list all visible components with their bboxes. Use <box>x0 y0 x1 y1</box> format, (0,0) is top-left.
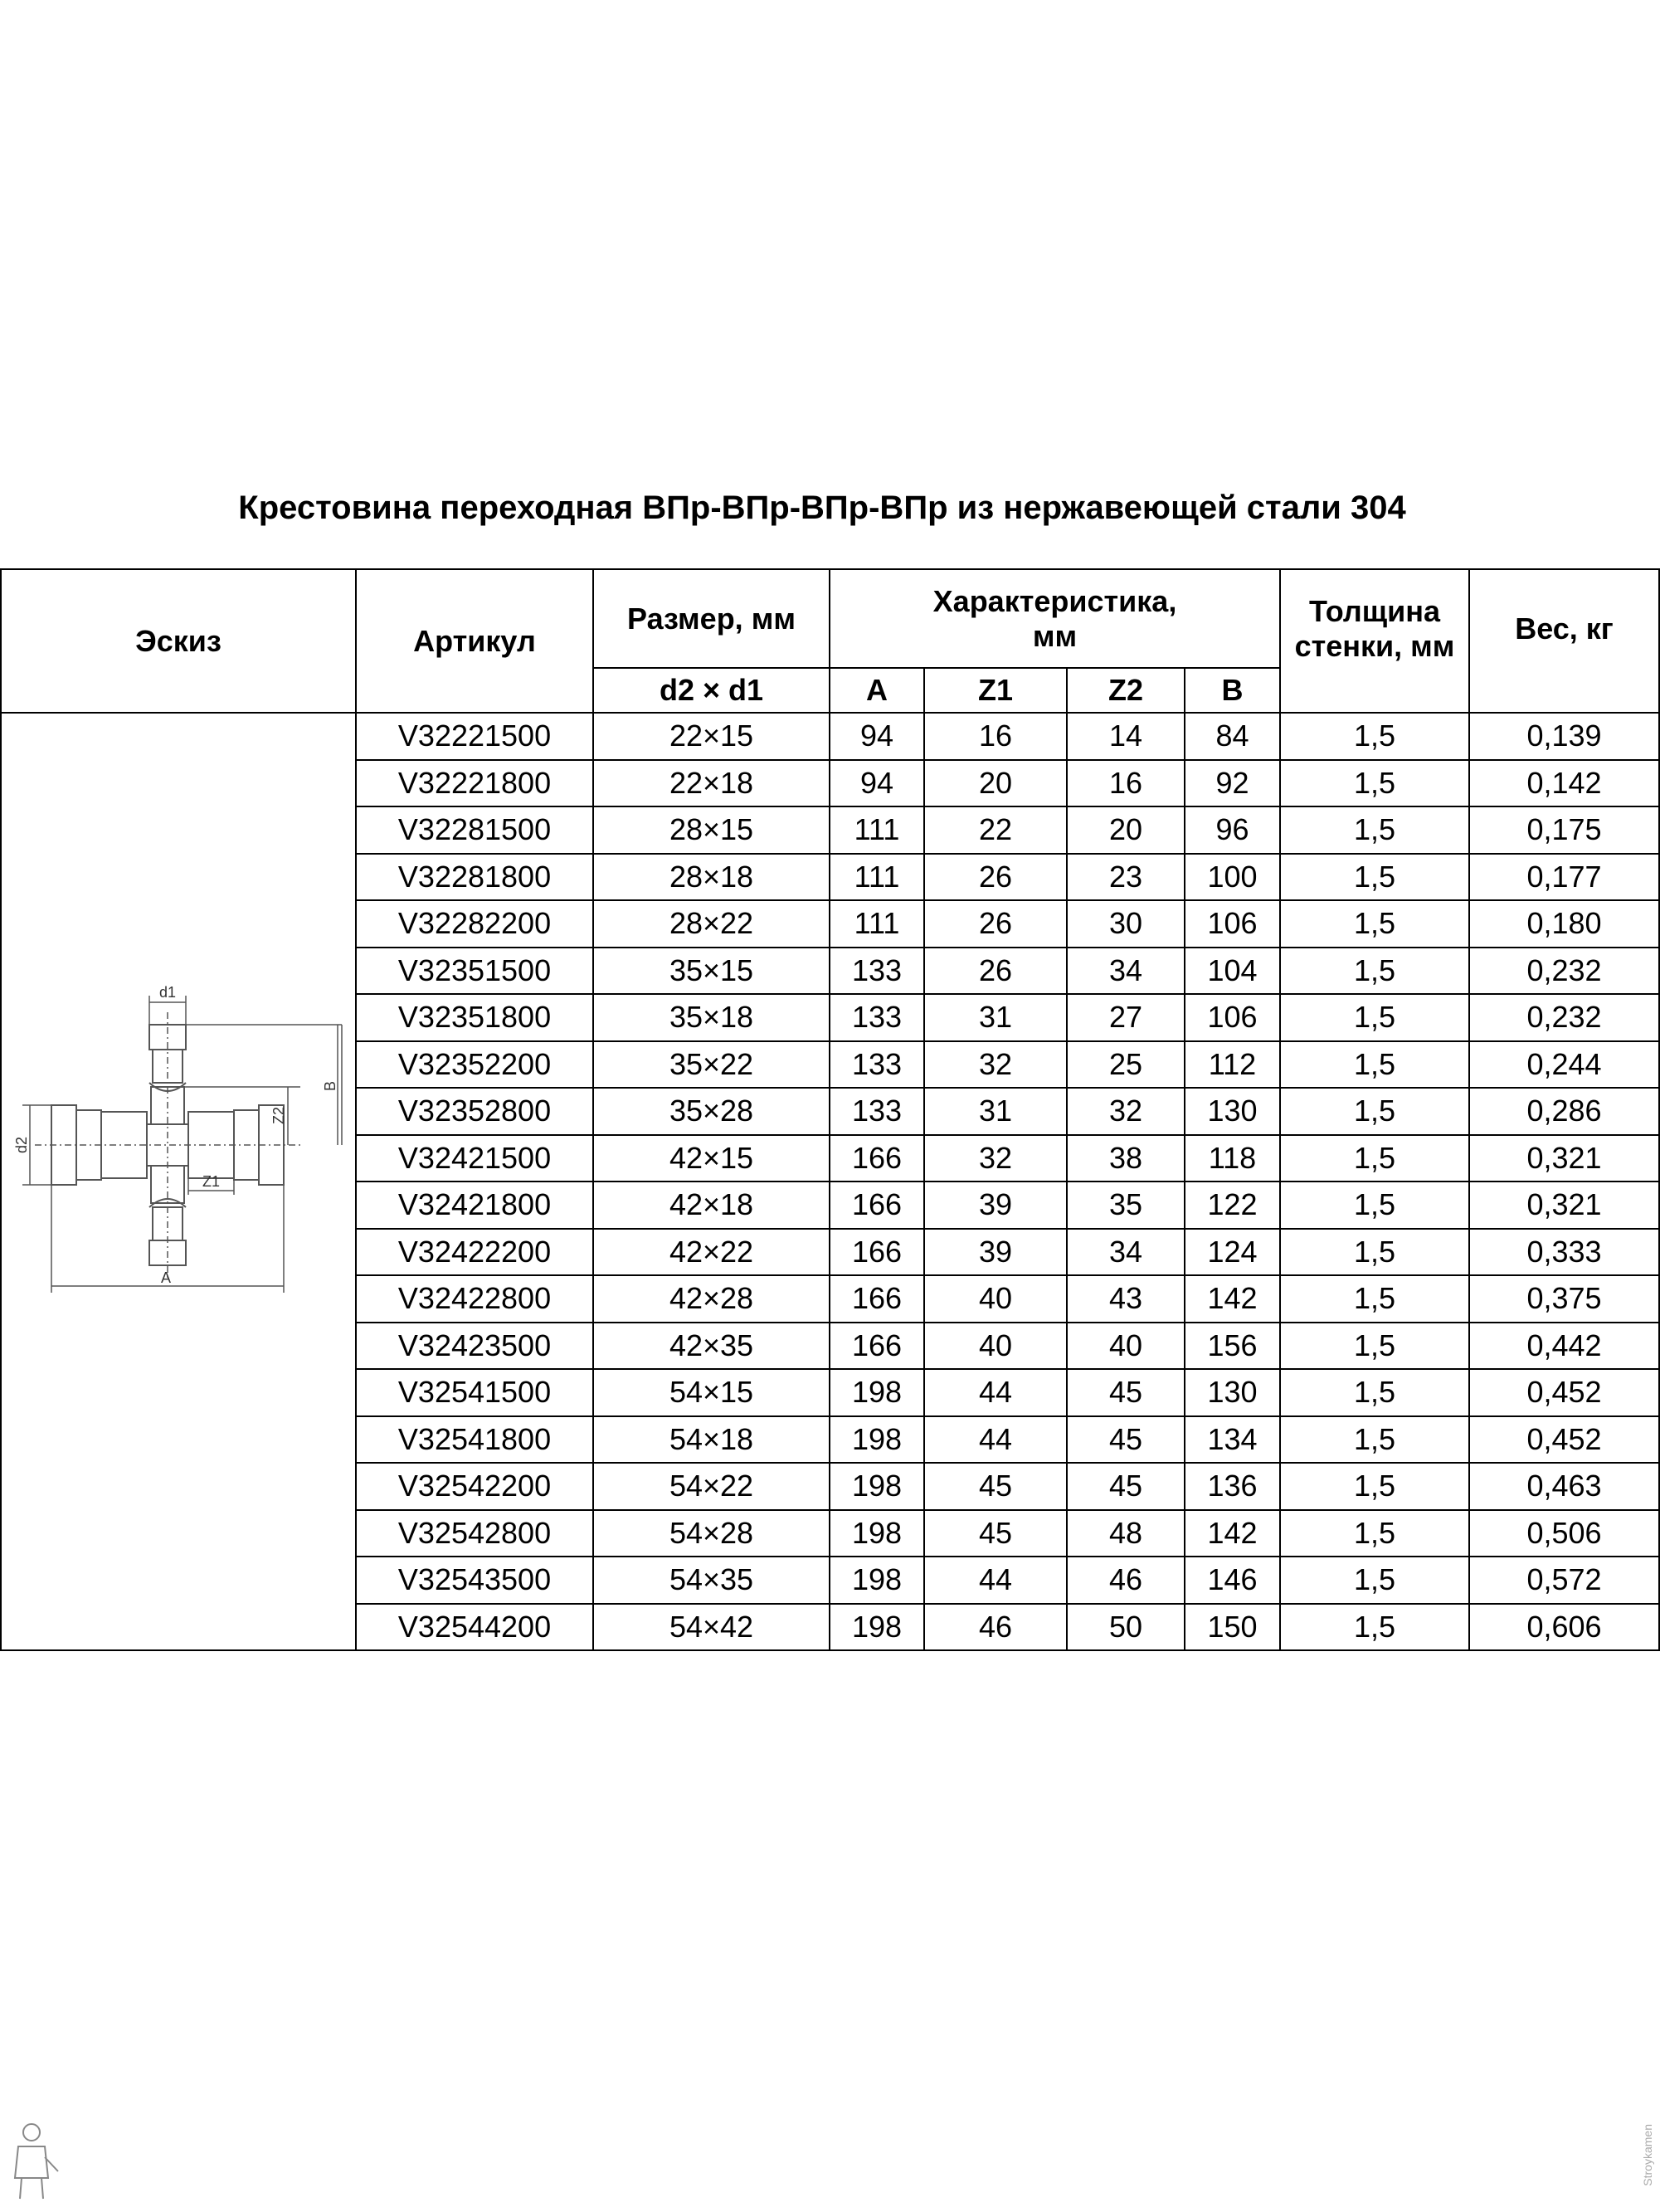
cell-size: 54×35 <box>593 1557 830 1604</box>
cell-weight: 0,139 <box>1469 713 1659 760</box>
cell-b: 156 <box>1185 1323 1280 1370</box>
cell-size: 42×22 <box>593 1229 830 1276</box>
cell-wall: 1,5 <box>1280 713 1469 760</box>
cell-article: V32421800 <box>356 1182 593 1229</box>
cell-article: V32421500 <box>356 1135 593 1182</box>
cell-wall: 1,5 <box>1280 1275 1469 1323</box>
cell-size: 54×28 <box>593 1510 830 1557</box>
cell-wall: 1,5 <box>1280 1041 1469 1089</box>
header-weight: Вес, кг <box>1469 569 1659 713</box>
cell-z1: 39 <box>924 1229 1067 1276</box>
specification-table <box>0 568 1660 1651</box>
cell-weight: 0,244 <box>1469 1041 1659 1089</box>
cell-a: 166 <box>830 1229 924 1276</box>
cell-wall: 1,5 <box>1280 1182 1469 1229</box>
cell-z1: 45 <box>924 1510 1067 1557</box>
cell-b: 104 <box>1185 948 1280 995</box>
cell-article: V32351500 <box>356 948 593 995</box>
cell-weight: 0,175 <box>1469 806 1659 854</box>
cell-article: V32352200 <box>356 1041 593 1089</box>
cell-weight: 0,177 <box>1469 854 1659 901</box>
cell-article: V32541800 <box>356 1416 593 1464</box>
header-size: Размер, мм <box>593 569 830 668</box>
cell-z2: 14 <box>1067 713 1185 760</box>
cell-a: 111 <box>830 900 924 948</box>
cell-z1: 20 <box>924 760 1067 807</box>
cell-z1: 31 <box>924 994 1067 1041</box>
cell-b: 122 <box>1185 1182 1280 1229</box>
cell-wall: 1,5 <box>1280 948 1469 995</box>
cell-size: 54×42 <box>593 1604 830 1651</box>
cell-b: 96 <box>1185 806 1280 854</box>
cell-z1: 39 <box>924 1182 1067 1229</box>
cell-z1: 44 <box>924 1416 1067 1464</box>
cell-a: 166 <box>830 1182 924 1229</box>
cell-weight: 0,142 <box>1469 760 1659 807</box>
cell-b: 130 <box>1185 1088 1280 1135</box>
cell-size: 54×22 <box>593 1463 830 1510</box>
cell-size: 22×18 <box>593 760 830 807</box>
cell-z1: 44 <box>924 1557 1067 1604</box>
cell-article: V32542200 <box>356 1463 593 1510</box>
sketch-label-d2: d2 <box>13 1136 30 1153</box>
cell-weight: 0,321 <box>1469 1182 1659 1229</box>
cell-b: 130 <box>1185 1369 1280 1416</box>
cell-a: 94 <box>830 713 924 760</box>
cell-article: V32221800 <box>356 760 593 807</box>
header-a: A <box>830 668 924 713</box>
cell-a: 166 <box>830 1275 924 1323</box>
cell-size: 22×15 <box>593 713 830 760</box>
header-sketch: Эскиз <box>1 569 356 713</box>
cell-a: 111 <box>830 806 924 854</box>
cell-z1: 31 <box>924 1088 1067 1135</box>
cell-size: 42×15 <box>593 1135 830 1182</box>
cell-z1: 45 <box>924 1463 1067 1510</box>
table-row <box>1 713 1659 760</box>
cell-weight: 0,452 <box>1469 1369 1659 1416</box>
cell-article: V32422200 <box>356 1229 593 1276</box>
cell-wall: 1,5 <box>1280 1604 1469 1651</box>
cell-z1: 26 <box>924 900 1067 948</box>
cell-size: 35×22 <box>593 1041 830 1089</box>
cell-z1: 22 <box>924 806 1067 854</box>
cell-z2: 16 <box>1067 760 1185 807</box>
cell-size: 28×15 <box>593 806 830 854</box>
cell-a: 198 <box>830 1416 924 1464</box>
cell-weight: 0,375 <box>1469 1275 1659 1323</box>
header-z2: Z2 <box>1067 668 1185 713</box>
cell-weight: 0,232 <box>1469 948 1659 995</box>
cell-a: 198 <box>830 1510 924 1557</box>
cell-b: 136 <box>1185 1463 1280 1510</box>
cell-size: 42×35 <box>593 1323 830 1370</box>
cell-wall: 1,5 <box>1280 1229 1469 1276</box>
cell-z1: 16 <box>924 713 1067 760</box>
header-size-sub: d2 × d1 <box>593 668 830 713</box>
cell-z2: 50 <box>1067 1604 1185 1651</box>
cell-z2: 45 <box>1067 1416 1185 1464</box>
cell-weight: 0,180 <box>1469 900 1659 948</box>
cell-wall: 1,5 <box>1280 760 1469 807</box>
cell-a: 111 <box>830 854 924 901</box>
cell-b: 106 <box>1185 994 1280 1041</box>
cell-wall: 1,5 <box>1280 1088 1469 1135</box>
cell-weight: 0,333 <box>1469 1229 1659 1276</box>
cell-z2: 48 <box>1067 1510 1185 1557</box>
cell-article: V32282200 <box>356 900 593 948</box>
cell-z2: 23 <box>1067 854 1185 901</box>
cell-z1: 40 <box>924 1275 1067 1323</box>
cell-a: 133 <box>830 1088 924 1135</box>
cell-size: 35×15 <box>593 948 830 995</box>
cell-article: V32541500 <box>356 1369 593 1416</box>
cell-wall: 1,5 <box>1280 1510 1469 1557</box>
cell-z1: 32 <box>924 1041 1067 1089</box>
header-characteristic: Характеристика, мм <box>830 569 1280 668</box>
cell-z2: 38 <box>1067 1135 1185 1182</box>
cell-article: V32422800 <box>356 1275 593 1323</box>
cell-article: V32281800 <box>356 854 593 901</box>
cell-b: 142 <box>1185 1275 1280 1323</box>
cell-b: 150 <box>1185 1604 1280 1651</box>
plumber-logo-icon <box>7 2120 61 2203</box>
cell-b: 112 <box>1185 1041 1280 1089</box>
cell-z2: 35 <box>1067 1182 1185 1229</box>
cell-size: 42×18 <box>593 1182 830 1229</box>
document-title: Крестовина переходная ВПр-ВПр-ВПр-ВПр из нержавеющей стали 304 <box>238 490 1406 526</box>
cell-z2: 46 <box>1067 1557 1185 1604</box>
sketch-label-b: B <box>322 1080 338 1091</box>
cell-b: 92 <box>1185 760 1280 807</box>
cell-weight: 0,286 <box>1469 1088 1659 1135</box>
cell-z2: 40 <box>1067 1323 1185 1370</box>
cell-size: 28×18 <box>593 854 830 901</box>
cell-size: 35×28 <box>593 1088 830 1135</box>
cell-b: 84 <box>1185 713 1280 760</box>
cell-size: 54×15 <box>593 1369 830 1416</box>
cell-article: V32543500 <box>356 1557 593 1604</box>
sketch-label-a: A <box>161 1269 172 1286</box>
cell-wall: 1,5 <box>1280 1369 1469 1416</box>
cell-z2: 34 <box>1067 948 1185 995</box>
cell-z1: 26 <box>924 854 1067 901</box>
cell-wall: 1,5 <box>1280 806 1469 854</box>
cell-wall: 1,5 <box>1280 1135 1469 1182</box>
cell-b: 106 <box>1185 900 1280 948</box>
cell-z1: 46 <box>924 1604 1067 1651</box>
cell-z2: 45 <box>1067 1369 1185 1416</box>
cell-size: 28×22 <box>593 900 830 948</box>
cell-b: 142 <box>1185 1510 1280 1557</box>
cell-z1: 44 <box>924 1369 1067 1416</box>
cell-z1: 40 <box>924 1323 1067 1370</box>
cell-b: 118 <box>1185 1135 1280 1182</box>
cell-weight: 0,442 <box>1469 1323 1659 1370</box>
cell-a: 133 <box>830 1041 924 1089</box>
cell-weight: 0,572 <box>1469 1557 1659 1604</box>
cell-a: 166 <box>830 1135 924 1182</box>
cell-size: 54×18 <box>593 1416 830 1464</box>
cell-z2: 27 <box>1067 994 1185 1041</box>
cell-a: 133 <box>830 948 924 995</box>
cell-a: 166 <box>830 1323 924 1370</box>
cell-a: 198 <box>830 1557 924 1604</box>
cell-z2: 30 <box>1067 900 1185 948</box>
cell-wall: 1,5 <box>1280 994 1469 1041</box>
cell-wall: 1,5 <box>1280 854 1469 901</box>
cell-b: 146 <box>1185 1557 1280 1604</box>
cell-wall: 1,5 <box>1280 1323 1469 1370</box>
cell-article: V32423500 <box>356 1323 593 1370</box>
header-wall-thickness: Толщина стенки, мм <box>1280 569 1469 713</box>
cell-b: 124 <box>1185 1229 1280 1276</box>
cell-a: 133 <box>830 994 924 1041</box>
cell-weight: 0,232 <box>1469 994 1659 1041</box>
cell-z2: 34 <box>1067 1229 1185 1276</box>
cell-a: 198 <box>830 1463 924 1510</box>
cell-z2: 43 <box>1067 1275 1185 1323</box>
header-z1: Z1 <box>924 668 1067 713</box>
cell-z2: 20 <box>1067 806 1185 854</box>
cell-wall: 1,5 <box>1280 1463 1469 1510</box>
sketch-cell <box>1 713 356 1650</box>
cell-article: V32542800 <box>356 1510 593 1557</box>
cell-article: V32281500 <box>356 806 593 854</box>
sketch-label-d1: d1 <box>159 984 177 1001</box>
cell-size: 35×18 <box>593 994 830 1041</box>
cell-b: 100 <box>1185 854 1280 901</box>
cross-fitting-sketch <box>13 979 350 1294</box>
cell-z1: 26 <box>924 948 1067 995</box>
cell-wall: 1,5 <box>1280 1416 1469 1464</box>
cell-article: V32352800 <box>356 1088 593 1135</box>
cell-article: V32544200 <box>356 1604 593 1651</box>
cell-weight: 0,452 <box>1469 1416 1659 1464</box>
cell-z2: 25 <box>1067 1041 1185 1089</box>
side-watermark: Stroykamen <box>1641 2124 1654 2186</box>
cell-z2: 32 <box>1067 1088 1185 1135</box>
sketch-label-z2: Z2 <box>270 1106 287 1124</box>
cell-wall: 1,5 <box>1280 1557 1469 1604</box>
cell-weight: 0,463 <box>1469 1463 1659 1510</box>
cell-a: 198 <box>830 1604 924 1651</box>
cell-wall: 1,5 <box>1280 900 1469 948</box>
header-b: B <box>1185 668 1280 713</box>
cell-a: 198 <box>830 1369 924 1416</box>
cell-weight: 0,606 <box>1469 1604 1659 1651</box>
cell-a: 94 <box>830 760 924 807</box>
header-article: Артикул <box>356 569 593 713</box>
cell-article: V32351800 <box>356 994 593 1041</box>
cell-weight: 0,321 <box>1469 1135 1659 1182</box>
cell-z1: 32 <box>924 1135 1067 1182</box>
cell-article: V32221500 <box>356 713 593 760</box>
cell-b: 134 <box>1185 1416 1280 1464</box>
sketch-label-z1: Z1 <box>202 1173 221 1190</box>
cell-weight: 0,506 <box>1469 1510 1659 1557</box>
cell-z2: 45 <box>1067 1463 1185 1510</box>
cell-size: 42×28 <box>593 1275 830 1323</box>
